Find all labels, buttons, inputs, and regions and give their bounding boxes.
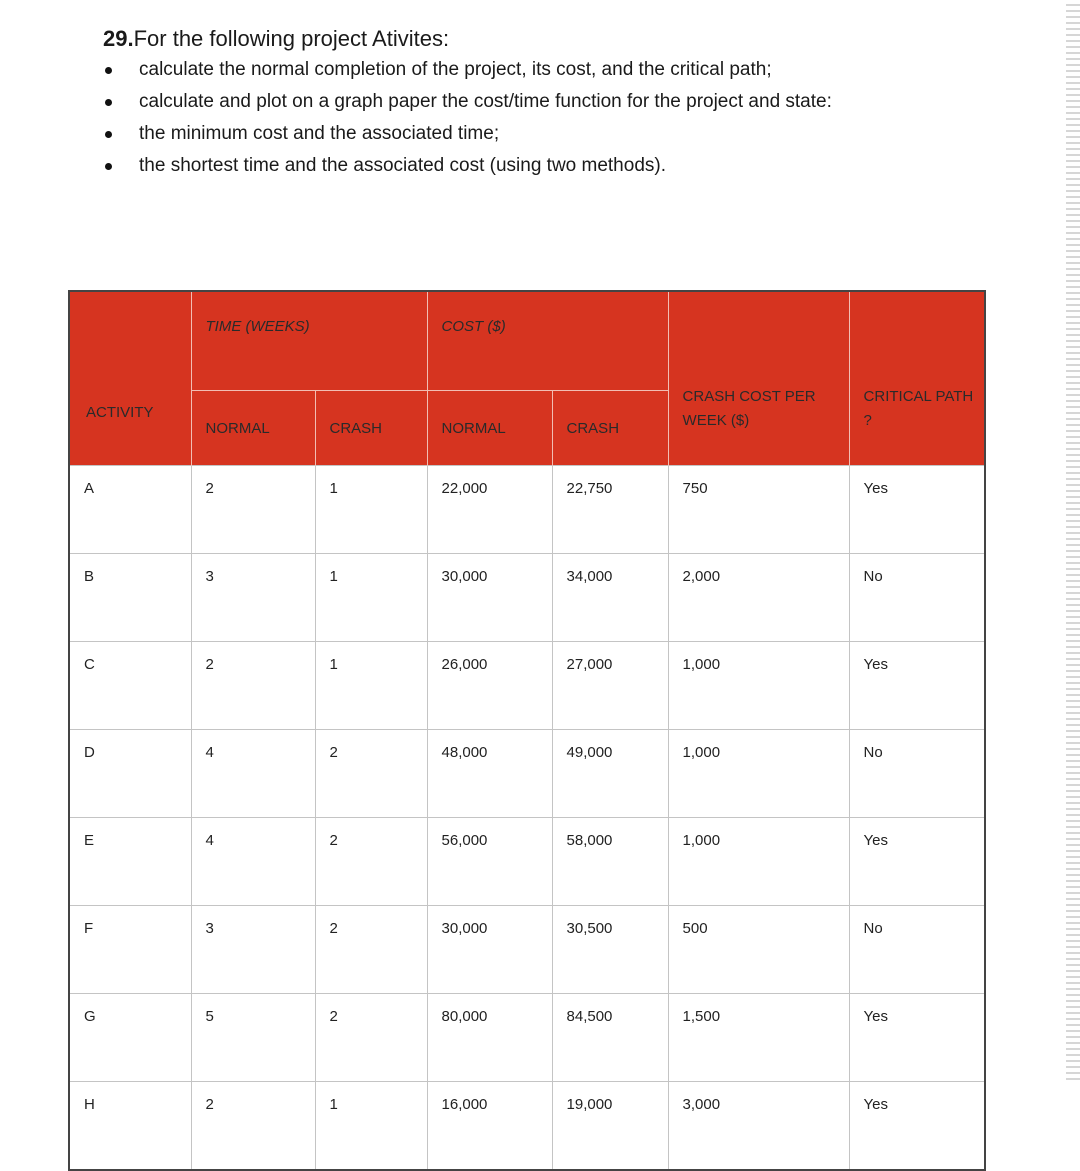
cell-time-normal: 3 — [191, 554, 315, 642]
cell-critical-path: No — [849, 906, 985, 994]
cell-activity: A — [69, 466, 191, 554]
table-row — [69, 730, 985, 818]
cell-time-crash: 1 — [315, 642, 427, 730]
table-row — [69, 906, 985, 994]
header-time-crash: CRASH — [315, 391, 427, 466]
cell-crash-cost-per-week: 2,000 — [668, 554, 849, 642]
bullet-item: the shortest time and the associated cost (using two methods). — [103, 150, 1003, 182]
cell-time-crash: 1 — [315, 466, 427, 554]
cell-time-normal: 5 — [191, 994, 315, 1082]
cell-activity: D — [69, 730, 191, 818]
cell-cost-normal: 30,000 — [427, 554, 552, 642]
cell-time-normal: 2 — [191, 1082, 315, 1171]
table-body — [69, 466, 985, 1171]
question-number: 29. — [103, 26, 134, 51]
cell-critical-path: Yes — [849, 466, 985, 554]
cell-activity: C — [69, 642, 191, 730]
table-row — [69, 466, 985, 554]
page-edge-decoration — [1066, 0, 1080, 1082]
activities-table-wrapper — [68, 290, 984, 1171]
cell-cost-normal: 80,000 — [427, 994, 552, 1082]
header-time-normal: NORMAL — [191, 391, 315, 466]
cell-crash-cost-per-week: 1,500 — [668, 994, 849, 1082]
cell-time-crash: 2 — [315, 994, 427, 1082]
table-row — [69, 554, 985, 642]
cell-cost-crash: 34,000 — [552, 554, 668, 642]
cell-cost-normal: 26,000 — [427, 642, 552, 730]
question-block — [103, 24, 1003, 182]
cell-critical-path: Yes — [849, 642, 985, 730]
cell-cost-crash: 84,500 — [552, 994, 668, 1082]
cell-activity: F — [69, 906, 191, 994]
cell-cost-normal: 48,000 — [427, 730, 552, 818]
cell-cost-crash: 22,750 — [552, 466, 668, 554]
header-cost-normal: NORMAL — [427, 391, 552, 466]
cell-critical-path: No — [849, 730, 985, 818]
cell-activity: B — [69, 554, 191, 642]
bullet-item: calculate and plot on a graph paper the cost/time function for the project and state: — [103, 86, 1003, 118]
cell-time-normal: 2 — [191, 642, 315, 730]
cell-activity: H — [69, 1082, 191, 1171]
cell-cost-crash: 30,500 — [552, 906, 668, 994]
bullet-item: calculate the normal completion of the project, its cost, and the critical path; — [103, 54, 1003, 86]
cell-cost-normal: 16,000 — [427, 1082, 552, 1171]
header-crash-cost-per-week: CRASH COST PER WEEK ($) — [668, 291, 849, 466]
header-cost: COST ($) — [427, 291, 668, 391]
table-row — [69, 1082, 985, 1171]
question-title-text: For the following project Ativites: — [133, 26, 450, 51]
cell-crash-cost-per-week: 3,000 — [668, 1082, 849, 1171]
cell-time-normal: 2 — [191, 466, 315, 554]
cell-time-normal: 4 — [191, 730, 315, 818]
cell-time-normal: 4 — [191, 818, 315, 906]
cell-crash-cost-per-week: 1,000 — [668, 818, 849, 906]
cell-cost-normal: 22,000 — [427, 466, 552, 554]
header-cost-crash: CRASH — [552, 391, 668, 466]
cell-time-crash: 2 — [315, 730, 427, 818]
header-time-weeks: TIME (WEEKS) — [191, 291, 427, 391]
cell-crash-cost-per-week: 1,000 — [668, 642, 849, 730]
cell-time-normal: 3 — [191, 906, 315, 994]
cell-cost-crash: 58,000 — [552, 818, 668, 906]
cell-crash-cost-per-week: 750 — [668, 466, 849, 554]
cell-critical-path: Yes — [849, 994, 985, 1082]
cell-time-crash: 2 — [315, 906, 427, 994]
cell-time-crash: 1 — [315, 554, 427, 642]
header-activity: ACTIVITY — [69, 291, 191, 466]
question-title — [103, 24, 1003, 54]
table-row — [69, 642, 985, 730]
cell-cost-crash: 19,000 — [552, 1082, 668, 1171]
cell-activity: G — [69, 994, 191, 1082]
cell-cost-crash: 49,000 — [552, 730, 668, 818]
cell-critical-path: Yes — [849, 818, 985, 906]
cell-activity: E — [69, 818, 191, 906]
activities-table — [68, 290, 986, 1171]
cell-time-crash: 2 — [315, 818, 427, 906]
cell-critical-path: No — [849, 554, 985, 642]
bullet-item: the minimum cost and the associated time; — [103, 118, 1003, 150]
cell-critical-path: Yes — [849, 1082, 985, 1171]
question-bullets — [103, 54, 1003, 182]
cell-cost-normal: 56,000 — [427, 818, 552, 906]
cell-time-crash: 1 — [315, 1082, 427, 1171]
table-row — [69, 818, 985, 906]
cell-crash-cost-per-week: 1,000 — [668, 730, 849, 818]
cell-crash-cost-per-week: 500 — [668, 906, 849, 994]
cell-cost-normal: 30,000 — [427, 906, 552, 994]
table-row — [69, 994, 985, 1082]
cell-cost-crash: 27,000 — [552, 642, 668, 730]
header-critical-path: CRITICAL PATH ? — [849, 291, 985, 466]
